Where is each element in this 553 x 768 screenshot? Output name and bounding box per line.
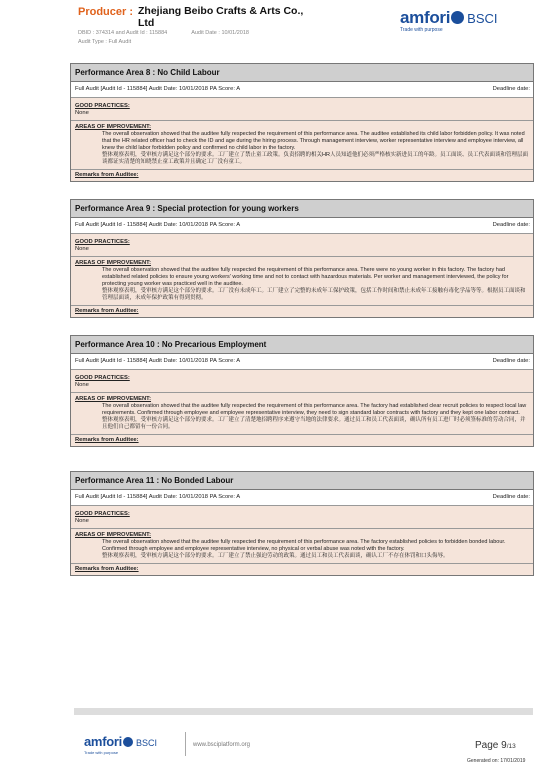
good-practices-label: GOOD PRACTICES:	[75, 375, 130, 381]
platform-url[interactable]: www.bsciplatform.org	[193, 742, 251, 748]
page-label: Page	[475, 740, 499, 751]
audit-line-text: Full Audit [Audit Id - 115884] Audit Date: 10/01/2018 PA Score: A	[75, 494, 241, 500]
globe-icon	[123, 737, 133, 747]
areas-of-improvement	[71, 393, 533, 435]
improvement-label: AREAS OF IMPROVEMENT:	[75, 260, 152, 266]
footer-logo-tagline: Trade with purpose	[84, 750, 119, 755]
remarks-from-auditee: Remarks from Auditee:	[75, 172, 139, 178]
performance-area-8	[70, 63, 534, 182]
areas-of-improvement	[71, 529, 533, 564]
improvement-text: The overall observation showed that the auditee fully respected the requirement of this performance area. The factory had established clear recruit policies to respect local law requirements. Confirmed through employee and employee representative interview, they need to sign standard labor contracts with factory and they kept one labor contract.	[102, 403, 527, 416]
audit-line-text: Full Audit [Audit Id - 115884] Audit Date: 10/01/2018 PA Score: A	[75, 86, 241, 92]
footer-amfori-logo	[84, 733, 157, 755]
deadline-label: Deadline date:	[492, 358, 530, 364]
logo-tagline: Trade with purpose	[400, 27, 443, 33]
improvement-text-cn: 整体观察表明，受审核方满足这个部分的要求。工厂建立了禁止童工政策。负责招聘的相关HR人员知道他们必须严格核实新进员工的年龄。员工面谈、员工代表面谈和管理层面谈都证实清楚的知晓禁止童工政策并且确定工厂没有童工。	[102, 152, 528, 165]
logo-bsci: BSCI	[467, 11, 498, 26]
remarks-from-auditee: Remarks from Auditee:	[75, 437, 139, 443]
improvement-text-cn: 整体观察表明，受审核方满足这个部分的要求。工厂没有未成年工。工厂建立了完整的未成年工保护政策，包括工作时间和禁止未成年工接触有毒化学品等等。根据员工面谈和管理层面谈，未成年保护政策有得到贯彻。	[102, 288, 526, 301]
deadline-label: Deadline date:	[492, 494, 530, 500]
audit-line	[71, 490, 533, 506]
improvement-text: The overall observation showed that the auditee fully respected the requirement of this performance area. The auditee established its child labor forbidden policy. It was noted that the HR related officer had to check the ID and age during the hiring process. Through management interview, worker representative interview and employee interview, all knew the child labor forbidden policy and confirmed no child labor in the factory.	[102, 131, 525, 151]
area-title: Performance Area 8 : No Child Labour	[71, 64, 533, 82]
producer-label: Producer :	[78, 6, 134, 18]
page-current: 9	[501, 740, 507, 751]
footer-logo-bsci: BSCI	[135, 738, 157, 748]
audit-line	[71, 82, 533, 98]
improvement-label: AREAS OF IMPROVEMENT:	[75, 124, 152, 130]
remarks-from-auditee: Remarks from Auditee:	[75, 566, 139, 572]
good-practices	[71, 98, 533, 121]
improvement-text: The overall observation showed that the auditee fully respected the requirement of this performance area. The factory established policies to forbidden bonded labour. Confirmed through employee and employee representative interview, no physical or verbal abuse was noted with the factory.	[102, 539, 506, 552]
amfori-logo	[400, 8, 498, 33]
improvement-label: AREAS OF IMPROVEMENT:	[75, 396, 152, 402]
deadline-label: Deadline date:	[492, 222, 530, 228]
performance-area-10	[70, 335, 534, 447]
audit-type: Audit Type : Full Audit	[78, 39, 132, 45]
good-practices	[71, 234, 533, 257]
page-total: /13	[506, 743, 516, 750]
generated-on: Generated on: 17/01/2019	[467, 758, 526, 764]
area-title: Performance Area 10 : No Precarious Employment	[71, 336, 533, 354]
area-title: Performance Area 11 : No Bonded Labour	[71, 472, 533, 490]
good-practices-value: None	[75, 518, 89, 524]
improvement-text-cn: 整体观察表明，受审核方满足这个部分的要求。工厂建立了禁止强迫劳动的政策。通过员工和员工代表面谈，确认工厂不存在体罚和口头侮辱。	[102, 553, 449, 559]
logo-text: amfori	[400, 8, 451, 27]
areas-of-improvement	[71, 257, 533, 306]
footer-divider	[185, 732, 186, 756]
good-practices-label: GOOD PRACTICES:	[75, 103, 130, 109]
audit-line-text: Full Audit [Audit Id - 115884] Audit Date: 10/01/2018 PA Score: A	[75, 222, 241, 228]
audit-line	[71, 218, 533, 234]
good-practices	[71, 370, 533, 393]
audit-line	[71, 354, 533, 370]
area-title: Performance Area 9 : Special protection for young workers	[71, 200, 533, 218]
improvement-text-cn: 整体观察表明，受审核方满足这个部分的要求。工厂建立了清楚地招聘程序来遵守当地的法律要求。通过员工和员工代表面谈，确认所有员工进厂时必须签标准的劳动合同，并且他们自己都留有一份合同。	[102, 417, 526, 430]
good-practices-value: None	[75, 382, 89, 388]
footer-bar	[74, 708, 533, 715]
audit-date: Audit Date : 10/01/2018	[191, 30, 249, 36]
good-practices	[71, 506, 533, 529]
good-practices-label: GOOD PRACTICES:	[75, 511, 130, 517]
improvement-label: AREAS OF IMPROVEMENT:	[75, 532, 152, 538]
remarks-from-auditee: Remarks from Auditee:	[75, 308, 139, 314]
footer-logo-text: amfori	[84, 734, 122, 749]
audit-line-text: Full Audit [Audit Id - 115884] Audit Date: 10/01/2018 PA Score: A	[75, 358, 241, 364]
producer-name: Zhejiang Beibo Crafts & Arts Co., Ltd	[138, 5, 304, 29]
areas-of-improvement	[71, 121, 533, 170]
performance-area-9	[70, 199, 534, 318]
dbid: DBID : 374314 and Audit Id : 115884	[78, 30, 168, 36]
improvement-text: The overall observation showed that the auditee fully respected the requirement of this performance area. There were no young worker in this factory. The factory had established related policies to ensure young workers' working time and not to contact with hazardous materials. Per worker and management interviewed, the policy for protecting young worker was practiced well in the auditee.	[102, 267, 509, 287]
deadline-label: Deadline date:	[492, 86, 530, 92]
page-number	[475, 740, 516, 751]
good-practices-value: None	[75, 246, 89, 252]
globe-icon	[451, 11, 464, 24]
good-practices-value: None	[75, 110, 89, 116]
performance-area-11	[70, 471, 534, 576]
audit-meta	[78, 30, 249, 36]
good-practices-label: GOOD PRACTICES:	[75, 239, 130, 245]
report-header	[0, 0, 553, 60]
